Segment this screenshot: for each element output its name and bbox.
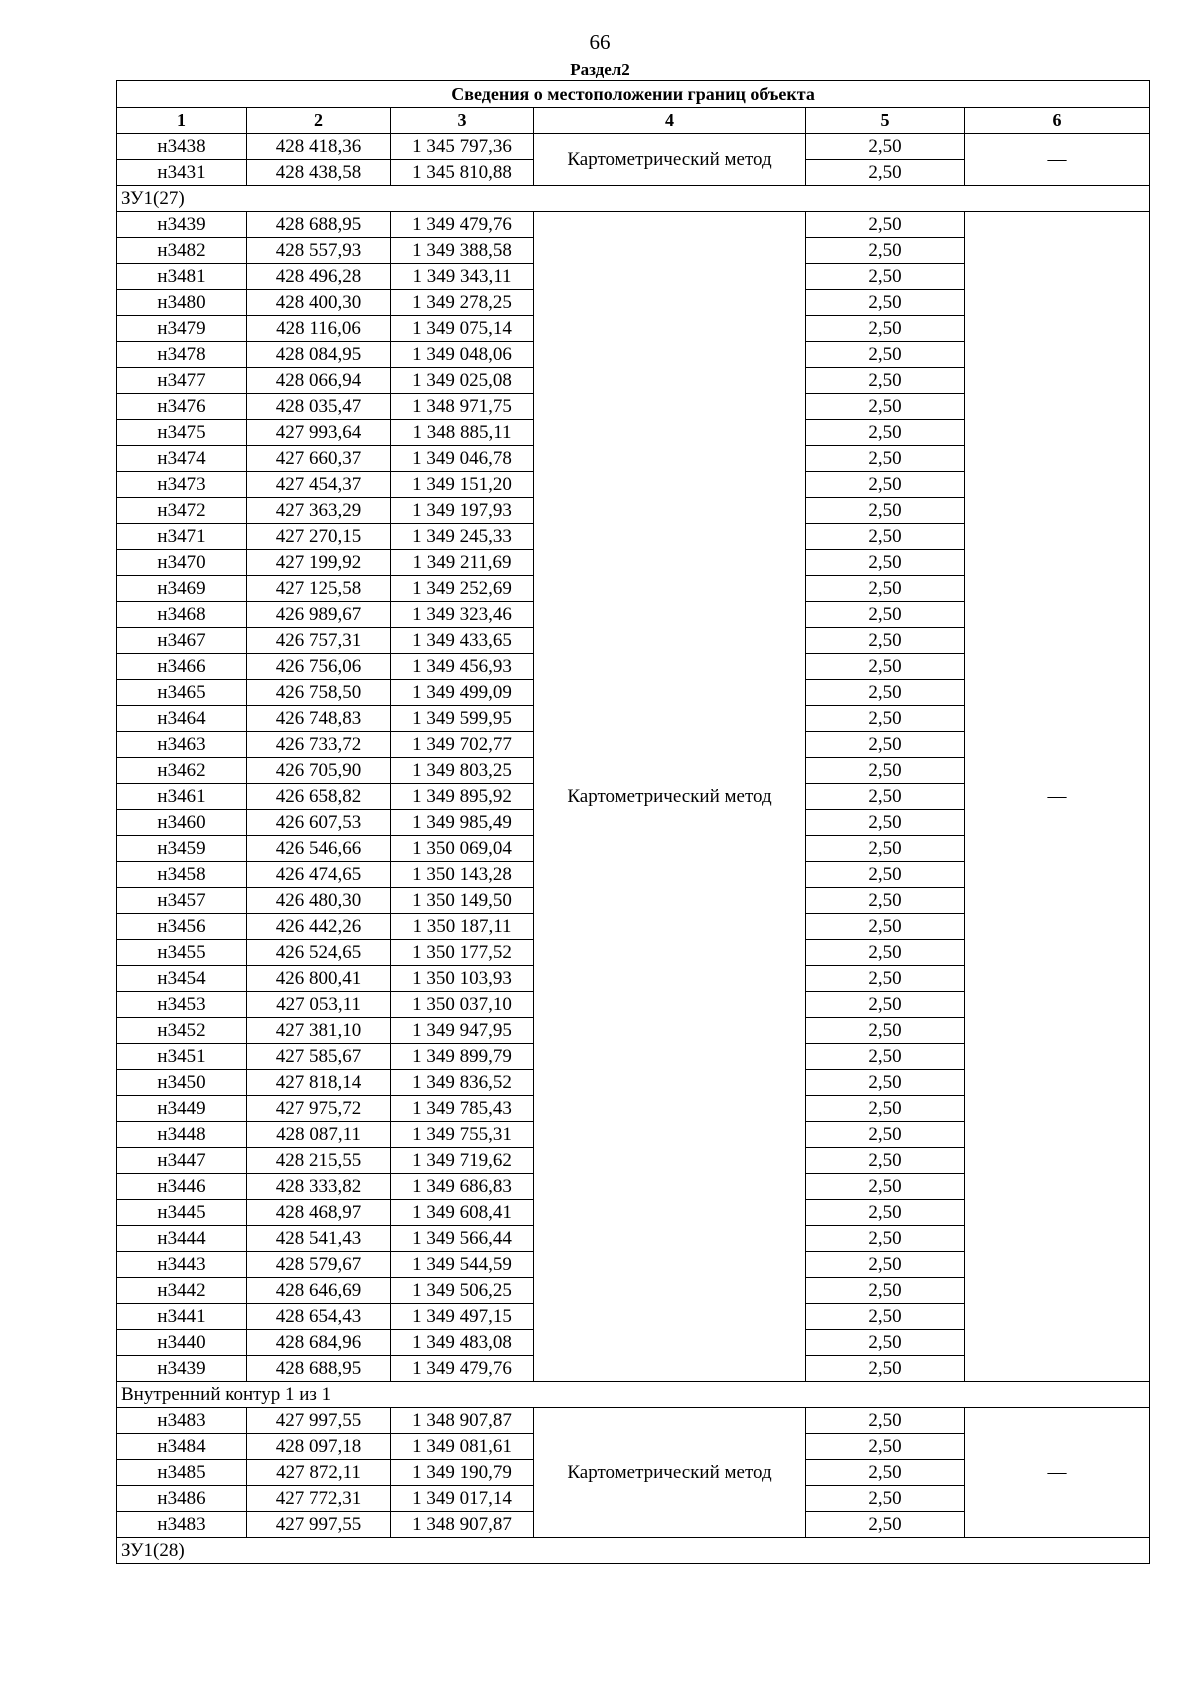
accuracy-cell: 2,50 (806, 238, 965, 264)
point-name-cell: н3455 (117, 940, 247, 966)
point-name-cell: н3451 (117, 1044, 247, 1070)
point-name-cell: н3483 (117, 1408, 247, 1434)
x-coordinate-cell: 428 097,18 (247, 1434, 391, 1460)
y-coordinate-cell: 1 345 797,36 (391, 134, 534, 160)
y-coordinate-cell: 1 349 151,20 (391, 472, 534, 498)
point-name-cell: н3478 (117, 342, 247, 368)
x-coordinate-cell: 427 993,64 (247, 420, 391, 446)
table-header-row (117, 108, 1150, 134)
point-name-cell: н3468 (117, 602, 247, 628)
accuracy-cell: 2,50 (806, 992, 965, 1018)
point-name-cell: н3452 (117, 1018, 247, 1044)
y-coordinate-cell: 1 350 177,52 (391, 940, 534, 966)
x-coordinate-cell: 427 818,14 (247, 1070, 391, 1096)
x-coordinate-cell: 427 660,37 (247, 446, 391, 472)
x-coordinate-cell: 426 607,53 (247, 810, 391, 836)
point-name-cell: н3454 (117, 966, 247, 992)
y-coordinate-cell: 1 345 810,88 (391, 160, 534, 186)
x-coordinate-cell: 428 496,28 (247, 264, 391, 290)
x-coordinate-cell: 428 400,30 (247, 290, 391, 316)
x-coordinate-cell: 426 757,31 (247, 628, 391, 654)
table-row (117, 212, 1150, 238)
y-coordinate-cell: 1 349 895,92 (391, 784, 534, 810)
x-coordinate-cell: 426 989,67 (247, 602, 391, 628)
point-name-cell: н3469 (117, 576, 247, 602)
y-coordinate-cell: 1 349 985,49 (391, 810, 534, 836)
accuracy-cell: 2,50 (806, 732, 965, 758)
y-coordinate-cell: 1 350 037,10 (391, 992, 534, 1018)
y-coordinate-cell: 1 349 566,44 (391, 1226, 534, 1252)
contour-label-row (117, 186, 1150, 212)
y-coordinate-cell: 1 349 388,58 (391, 238, 534, 264)
x-coordinate-cell: 428 333,82 (247, 1174, 391, 1200)
y-coordinate-cell: 1 349 252,69 (391, 576, 534, 602)
y-coordinate-cell: 1 349 048,06 (391, 342, 534, 368)
x-coordinate-cell: 426 748,83 (247, 706, 391, 732)
page-number: 66 (589, 30, 611, 54)
point-name-cell: н3431 (117, 160, 247, 186)
accuracy-cell: 2,50 (806, 394, 965, 420)
y-coordinate-cell: 1 349 947,95 (391, 1018, 534, 1044)
x-coordinate-cell: 428 468,97 (247, 1200, 391, 1226)
y-coordinate-cell: 1 349 025,08 (391, 368, 534, 394)
x-coordinate-cell: 426 705,90 (247, 758, 391, 784)
point-name-cell: н3472 (117, 498, 247, 524)
accuracy-cell: 2,50 (806, 1018, 965, 1044)
accuracy-cell: 2,50 (806, 1252, 965, 1278)
x-coordinate-cell: 427 363,29 (247, 498, 391, 524)
y-coordinate-cell: 1 350 069,04 (391, 836, 534, 862)
x-coordinate-cell: 428 116,06 (247, 316, 391, 342)
accuracy-cell: 2,50 (806, 966, 965, 992)
x-coordinate-cell: 427 772,31 (247, 1486, 391, 1512)
x-coordinate-cell: 426 756,06 (247, 654, 391, 680)
point-name-cell: н3477 (117, 368, 247, 394)
accuracy-cell: 2,50 (806, 1070, 965, 1096)
point-name-cell: н3456 (117, 914, 247, 940)
accuracy-cell: 2,50 (806, 1356, 965, 1382)
accuracy-cell: 2,50 (806, 1044, 965, 1070)
point-name-cell: н3448 (117, 1122, 247, 1148)
accuracy-cell: 2,50 (806, 1122, 965, 1148)
point-name-cell: н3476 (117, 394, 247, 420)
y-coordinate-cell: 1 349 719,62 (391, 1148, 534, 1174)
point-name-cell: н3483 (117, 1512, 247, 1538)
accuracy-cell: 2,50 (806, 446, 965, 472)
y-coordinate-cell: 1 349 456,93 (391, 654, 534, 680)
y-coordinate-cell: 1 349 190,79 (391, 1460, 534, 1486)
column-header: 4 (534, 108, 806, 134)
point-name-cell: н3445 (117, 1200, 247, 1226)
accuracy-cell: 2,50 (806, 862, 965, 888)
accuracy-cell: 2,50 (806, 316, 965, 342)
x-coordinate-cell: 428 035,47 (247, 394, 391, 420)
x-coordinate-cell: 428 215,55 (247, 1148, 391, 1174)
point-name-cell: н3470 (117, 550, 247, 576)
y-coordinate-cell: 1 349 785,43 (391, 1096, 534, 1122)
accuracy-cell: 2,50 (806, 758, 965, 784)
x-coordinate-cell: 427 125,58 (247, 576, 391, 602)
y-coordinate-cell: 1 349 599,95 (391, 706, 534, 732)
y-coordinate-cell: 1 349 081,61 (391, 1434, 534, 1460)
x-coordinate-cell: 426 546,66 (247, 836, 391, 862)
accuracy-cell: 2,50 (806, 1278, 965, 1304)
accuracy-cell: 2,50 (806, 160, 965, 186)
y-coordinate-cell: 1 349 197,93 (391, 498, 534, 524)
y-coordinate-cell: 1 349 343,11 (391, 264, 534, 290)
y-coordinate-cell: 1 349 479,76 (391, 212, 534, 238)
x-coordinate-cell: 426 658,82 (247, 784, 391, 810)
accuracy-cell: 2,50 (806, 1486, 965, 1512)
x-coordinate-cell: 427 199,92 (247, 550, 391, 576)
x-coordinate-cell: 428 654,43 (247, 1304, 391, 1330)
y-coordinate-cell: 1 349 608,41 (391, 1200, 534, 1226)
column-6-cell: — (965, 134, 1150, 186)
x-coordinate-cell: 428 438,58 (247, 160, 391, 186)
contour-label-row (117, 1538, 1150, 1564)
x-coordinate-cell: 426 758,50 (247, 680, 391, 706)
point-name-cell: н3475 (117, 420, 247, 446)
x-coordinate-cell: 427 381,10 (247, 1018, 391, 1044)
column-6-cell: — (965, 212, 1150, 1382)
accuracy-cell: 2,50 (806, 1408, 965, 1434)
y-coordinate-cell: 1 349 544,59 (391, 1252, 534, 1278)
y-coordinate-cell: 1 349 211,69 (391, 550, 534, 576)
x-coordinate-cell: 426 800,41 (247, 966, 391, 992)
point-name-cell: н3441 (117, 1304, 247, 1330)
x-coordinate-cell: 428 087,11 (247, 1122, 391, 1148)
x-coordinate-cell: 427 270,15 (247, 524, 391, 550)
point-name-cell: н3457 (117, 888, 247, 914)
y-coordinate-cell: 1 350 143,28 (391, 862, 534, 888)
point-name-cell: н3464 (117, 706, 247, 732)
y-coordinate-cell: 1 348 971,75 (391, 394, 534, 420)
accuracy-cell: 2,50 (806, 654, 965, 680)
y-coordinate-cell: 1 349 046,78 (391, 446, 534, 472)
point-name-cell: н3444 (117, 1226, 247, 1252)
point-name-cell: н3439 (117, 212, 247, 238)
accuracy-cell: 2,50 (806, 1330, 965, 1356)
point-name-cell: н3439 (117, 1356, 247, 1382)
accuracy-cell: 2,50 (806, 576, 965, 602)
point-name-cell: н3467 (117, 628, 247, 654)
point-name-cell: н3458 (117, 862, 247, 888)
y-coordinate-cell: 1 349 702,77 (391, 732, 534, 758)
y-coordinate-cell: 1 350 103,93 (391, 966, 534, 992)
point-name-cell: н3459 (117, 836, 247, 862)
x-coordinate-cell: 428 688,95 (247, 1356, 391, 1382)
point-name-cell: н3442 (117, 1278, 247, 1304)
y-coordinate-cell: 1 349 497,15 (391, 1304, 534, 1330)
point-name-cell: н3484 (117, 1434, 247, 1460)
point-name-cell: н3453 (117, 992, 247, 1018)
point-name-cell: н3480 (117, 290, 247, 316)
point-name-cell: н3466 (117, 654, 247, 680)
point-name-cell: н3447 (117, 1148, 247, 1174)
accuracy-cell: 2,50 (806, 342, 965, 368)
point-name-cell: н3481 (117, 264, 247, 290)
y-coordinate-cell: 1 348 885,11 (391, 420, 534, 446)
contour-label-row (117, 1382, 1150, 1408)
accuracy-cell: 2,50 (806, 628, 965, 654)
x-coordinate-cell: 428 684,96 (247, 1330, 391, 1356)
accuracy-cell: 2,50 (806, 1174, 965, 1200)
accuracy-cell: 2,50 (806, 680, 965, 706)
point-name-cell: н3465 (117, 680, 247, 706)
accuracy-cell: 2,50 (806, 914, 965, 940)
accuracy-cell: 2,50 (806, 810, 965, 836)
method-cell: Картометрический метод (534, 134, 806, 186)
x-coordinate-cell: 428 646,69 (247, 1278, 391, 1304)
x-coordinate-cell: 427 997,55 (247, 1512, 391, 1538)
x-coordinate-cell: 428 084,95 (247, 342, 391, 368)
point-name-cell: н3479 (117, 316, 247, 342)
point-name-cell: н3485 (117, 1460, 247, 1486)
accuracy-cell: 2,50 (806, 1512, 965, 1538)
accuracy-cell: 2,50 (806, 1200, 965, 1226)
column-header: 3 (391, 108, 534, 134)
x-coordinate-cell: 426 442,26 (247, 914, 391, 940)
point-name-cell: н3482 (117, 238, 247, 264)
accuracy-cell: 2,50 (806, 706, 965, 732)
table-row (117, 134, 1150, 160)
accuracy-cell: 2,50 (806, 550, 965, 576)
y-coordinate-cell: 1 349 483,08 (391, 1330, 534, 1356)
column-header: 5 (806, 108, 965, 134)
y-coordinate-cell: 1 350 187,11 (391, 914, 534, 940)
point-name-cell: н3438 (117, 134, 247, 160)
x-coordinate-cell: 427 872,11 (247, 1460, 391, 1486)
boundary-coordinates-table (116, 80, 1150, 1564)
x-coordinate-cell: 426 733,72 (247, 732, 391, 758)
x-coordinate-cell: 428 066,94 (247, 368, 391, 394)
point-name-cell: н3471 (117, 524, 247, 550)
x-coordinate-cell: 428 688,95 (247, 212, 391, 238)
accuracy-cell: 2,50 (806, 888, 965, 914)
point-name-cell: н3473 (117, 472, 247, 498)
point-name-cell: н3449 (117, 1096, 247, 1122)
x-coordinate-cell: 427 053,11 (247, 992, 391, 1018)
method-cell: Картометрический метод (534, 1408, 806, 1538)
x-coordinate-cell: 427 975,72 (247, 1096, 391, 1122)
x-coordinate-cell: 426 480,30 (247, 888, 391, 914)
x-coordinate-cell: 426 524,65 (247, 940, 391, 966)
y-coordinate-cell: 1 349 899,79 (391, 1044, 534, 1070)
y-coordinate-cell: 1 349 245,33 (391, 524, 534, 550)
x-coordinate-cell: 428 579,67 (247, 1252, 391, 1278)
x-coordinate-cell: 426 474,65 (247, 862, 391, 888)
accuracy-cell: 2,50 (806, 1148, 965, 1174)
point-name-cell: н3486 (117, 1486, 247, 1512)
accuracy-cell: 2,50 (806, 290, 965, 316)
x-coordinate-cell: 428 418,36 (247, 134, 391, 160)
y-coordinate-cell: 1 349 479,76 (391, 1356, 534, 1382)
y-coordinate-cell: 1 349 017,14 (391, 1486, 534, 1512)
y-coordinate-cell: 1 348 907,87 (391, 1408, 534, 1434)
accuracy-cell: 2,50 (806, 1304, 965, 1330)
column-header: 2 (247, 108, 391, 134)
table-caption: Сведения о местоположении границ объекта (117, 81, 1150, 108)
accuracy-cell: 2,50 (806, 420, 965, 446)
y-coordinate-cell: 1 350 149,50 (391, 888, 534, 914)
method-cell: Картометрический метод (534, 212, 806, 1382)
accuracy-cell: 2,50 (806, 524, 965, 550)
accuracy-cell: 2,50 (806, 368, 965, 394)
accuracy-cell: 2,50 (806, 784, 965, 810)
accuracy-cell: 2,50 (806, 498, 965, 524)
point-name-cell: н3463 (117, 732, 247, 758)
accuracy-cell: 2,50 (806, 836, 965, 862)
point-name-cell: н3440 (117, 1330, 247, 1356)
y-coordinate-cell: 1 349 506,25 (391, 1278, 534, 1304)
y-coordinate-cell: 1 349 686,83 (391, 1174, 534, 1200)
point-name-cell: н3461 (117, 784, 247, 810)
y-coordinate-cell: 1 349 278,25 (391, 290, 534, 316)
y-coordinate-cell: 1 349 755,31 (391, 1122, 534, 1148)
accuracy-cell: 2,50 (806, 940, 965, 966)
accuracy-cell: 2,50 (806, 1226, 965, 1252)
point-name-cell: н3460 (117, 810, 247, 836)
point-name-cell: н3462 (117, 758, 247, 784)
contour-label: ЗУ1(28) (117, 1538, 1150, 1564)
y-coordinate-cell: 1 348 907,87 (391, 1512, 534, 1538)
table-row (117, 1408, 1150, 1434)
y-coordinate-cell: 1 349 075,14 (391, 316, 534, 342)
accuracy-cell: 2,50 (806, 134, 965, 160)
accuracy-cell: 2,50 (806, 1460, 965, 1486)
x-coordinate-cell: 427 454,37 (247, 472, 391, 498)
accuracy-cell: 2,50 (806, 212, 965, 238)
y-coordinate-cell: 1 349 323,46 (391, 602, 534, 628)
y-coordinate-cell: 1 349 836,52 (391, 1070, 534, 1096)
accuracy-cell: 2,50 (806, 1096, 965, 1122)
y-coordinate-cell: 1 349 499,09 (391, 680, 534, 706)
point-name-cell: н3446 (117, 1174, 247, 1200)
accuracy-cell: 2,50 (806, 602, 965, 628)
x-coordinate-cell: 428 557,93 (247, 238, 391, 264)
point-name-cell: н3450 (117, 1070, 247, 1096)
column-6-cell: — (965, 1408, 1150, 1538)
y-coordinate-cell: 1 349 803,25 (391, 758, 534, 784)
x-coordinate-cell: 427 585,67 (247, 1044, 391, 1070)
y-coordinate-cell: 1 349 433,65 (391, 628, 534, 654)
x-coordinate-cell: 427 997,55 (247, 1408, 391, 1434)
x-coordinate-cell: 428 541,43 (247, 1226, 391, 1252)
section-title: Раздел2 (570, 60, 630, 79)
column-header: 6 (965, 108, 1150, 134)
accuracy-cell: 2,50 (806, 1434, 965, 1460)
column-header: 1 (117, 108, 247, 134)
point-name-cell: н3474 (117, 446, 247, 472)
contour-label: Внутренний контур 1 из 1 (117, 1382, 1150, 1408)
accuracy-cell: 2,50 (806, 264, 965, 290)
contour-label: ЗУ1(27) (117, 186, 1150, 212)
table-caption-row (117, 81, 1150, 108)
point-name-cell: н3443 (117, 1252, 247, 1278)
accuracy-cell: 2,50 (806, 472, 965, 498)
